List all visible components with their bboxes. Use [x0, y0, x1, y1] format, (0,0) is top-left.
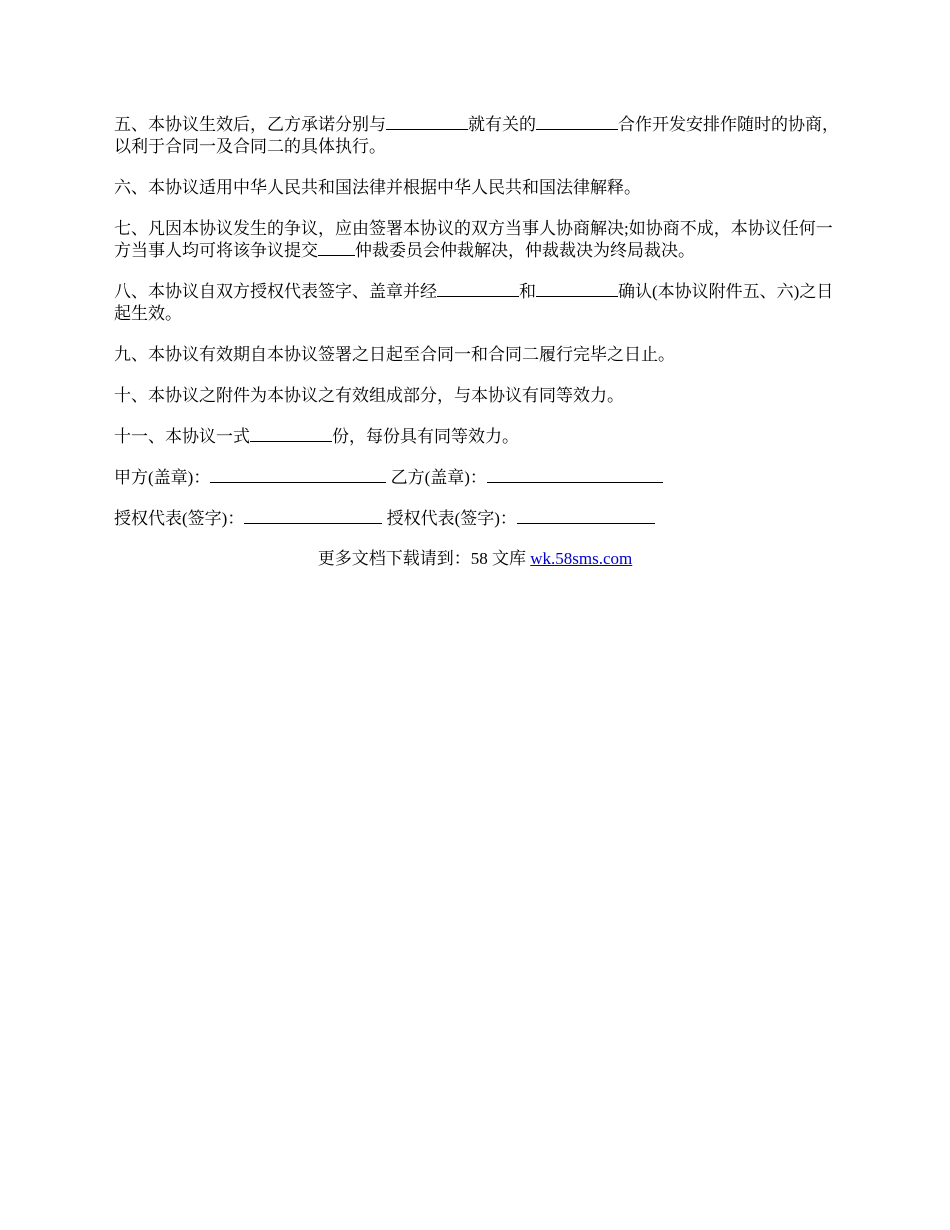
fill-blank [386, 115, 468, 130]
clause-10-text: 十、本协议之附件为本协议之有效组成部分，与本协议有同等效力。 [114, 386, 624, 405]
clause-6-text: 六、本协议适用中华人民共和国法律并根据中华人民共和国法律解释。 [114, 178, 641, 197]
clause-7 [114, 218, 844, 262]
footer-text: 更多文档下载请到：58 文库 [317, 549, 531, 568]
clause-7-text-a: 七、凡因本协议发生的争议，应由签署本协议的双方当事人协商解决;如协商不成，本协议任何一方当事人均可将该争议提交 [114, 219, 833, 260]
clause-5-text-c: 合作开发安排作随时的协商，以利于合同一及合同二的具体执行。 [114, 115, 839, 156]
fill-blank [536, 282, 618, 297]
fill-blank [318, 241, 355, 256]
clause-8-text-a: 八、本协议自双方授权代表签字、盖章并经 [114, 282, 437, 301]
clause-5-text-a: 五、本协议生效后，乙方承诺分别与 [114, 115, 386, 134]
signature-blank [487, 468, 663, 483]
seal-line [114, 467, 844, 489]
clause-7-text-b: 仲裁委员会仲裁解决，仲裁裁决为终局裁决。 [355, 241, 695, 260]
signature-blank [517, 509, 655, 524]
rep-b-label: 授权代表(签字)： [386, 509, 517, 528]
clause-8-text-b: 和 [519, 282, 536, 301]
signature-blank [244, 509, 382, 524]
clause-5 [114, 114, 844, 158]
fill-blank [250, 427, 332, 442]
clause-9 [114, 344, 844, 366]
clause-11-text-b: 份，每份具有同等效力。 [332, 427, 519, 446]
rep-a-label: 授权代表(签字)： [114, 509, 245, 528]
party-a-seal-label: 甲方(盖章)： [114, 468, 211, 487]
clause-5-text-b: 就有关的 [468, 115, 536, 134]
clause-11-text-a: 十一、本协议一式 [114, 427, 250, 446]
clause-6 [114, 177, 844, 199]
fill-blank [536, 115, 618, 130]
representative-line [114, 508, 844, 530]
clause-11 [114, 426, 844, 448]
party-b-seal-label: 乙方(盖章)： [390, 468, 487, 487]
clause-8 [114, 281, 844, 325]
footer [0, 548, 950, 570]
clause-9-text: 九、本协议有效期自本协议签署之日起至合同一和合同二履行完毕之日止。 [114, 345, 675, 364]
fill-blank [437, 282, 519, 297]
document-body [114, 114, 844, 549]
clause-10 [114, 385, 844, 407]
clause-8-text-c: 确认(本协议附件五、六)之日起生效。 [114, 282, 834, 323]
signature-blank [210, 468, 386, 483]
footer-link[interactable]: wk.58sms.com [530, 549, 633, 568]
